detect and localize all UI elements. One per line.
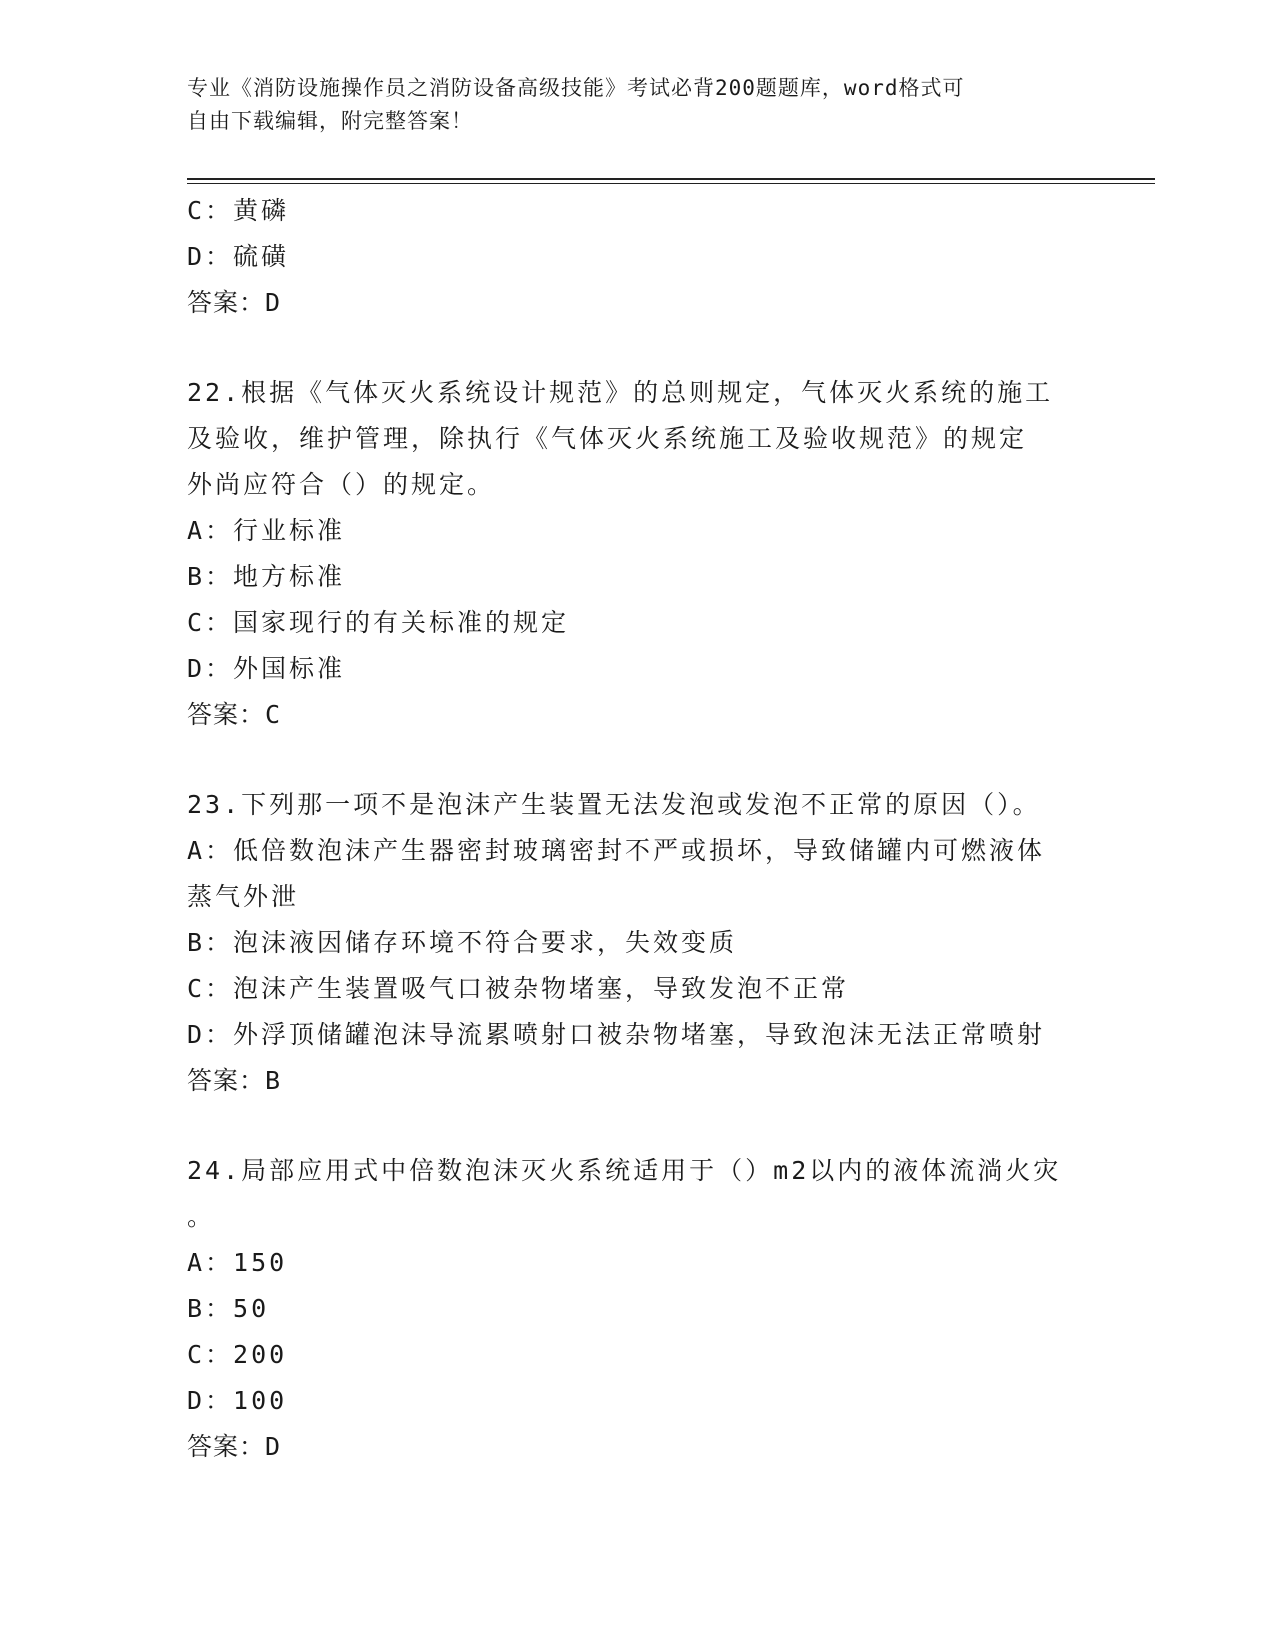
header-divider-thin <box>187 183 1155 184</box>
option-b: B：50 <box>187 1294 270 1323</box>
option-c: C：国家现行的有关标准的规定 <box>187 608 570 637</box>
spacer <box>187 1104 1087 1148</box>
question-23 <box>187 782 1087 1104</box>
document-header <box>187 72 1087 138</box>
question-stem-line: 外尚应符合（）的规定。 <box>187 470 496 499</box>
question-stem-line: 22.根据《气体灭火系统设计规范》的总则规定，气体灭火系统的施工 <box>187 378 1054 407</box>
option-a: A：行业标准 <box>187 516 346 545</box>
option-a: A：低倍数泡沫产生器密封玻璃密封不严或损坏，导致储罐内可燃液体 <box>187 836 1046 865</box>
option-d: D：硫磺 <box>187 242 290 271</box>
spacer <box>187 738 1087 782</box>
question-content <box>187 188 1087 1470</box>
spacer <box>187 326 1087 370</box>
header-divider-thick <box>187 178 1155 180</box>
option-c: C：黄磷 <box>187 196 290 225</box>
answer-label: 答案：D <box>187 288 282 317</box>
question-24 <box>187 1148 1087 1470</box>
question-stem-line: 及验收，维护管理，除执行《气体灭火系统施工及验收规范》的规定 <box>187 424 1028 453</box>
question-21-tail <box>187 188 1087 326</box>
answer-label: 答案：D <box>187 1432 282 1461</box>
option-d: D：外国标准 <box>187 654 346 683</box>
question-stem-line: 。 <box>187 1202 216 1231</box>
option-c: C：泡沫产生装置吸气口被杂物堵塞，导致发泡不正常 <box>187 974 850 1003</box>
option-a-continued: 蒸气外泄 <box>187 882 300 911</box>
question-stem-line: 24.局部应用式中倍数泡沫灭火系统适用于（）m2以内的液体流淌火灾 <box>187 1156 1062 1185</box>
question-22 <box>187 370 1087 738</box>
answer-label: 答案：B <box>187 1066 282 1095</box>
option-b: B：泡沫液因储存环境不符合要求，失效变质 <box>187 928 738 957</box>
header-line-1: 专业《消防设施操作员之消防设备高级技能》考试必背200题题库，word格式可 <box>187 76 965 100</box>
question-stem-line: 23.下列那一项不是泡沫产生装置无法发泡或发泡不正常的原因（）。 <box>187 790 1041 819</box>
option-c: C：200 <box>187 1340 288 1369</box>
answer-label: 答案：C <box>187 700 282 729</box>
option-d: D：100 <box>187 1386 288 1415</box>
option-a: A：150 <box>187 1248 288 1277</box>
option-d: D：外浮顶储罐泡沫导流累喷射口被杂物堵塞，导致泡沫无法正常喷射 <box>187 1020 1046 1049</box>
header-line-2: 自由下载编辑，附完整答案！ <box>187 109 473 133</box>
option-b: B：地方标准 <box>187 562 346 591</box>
